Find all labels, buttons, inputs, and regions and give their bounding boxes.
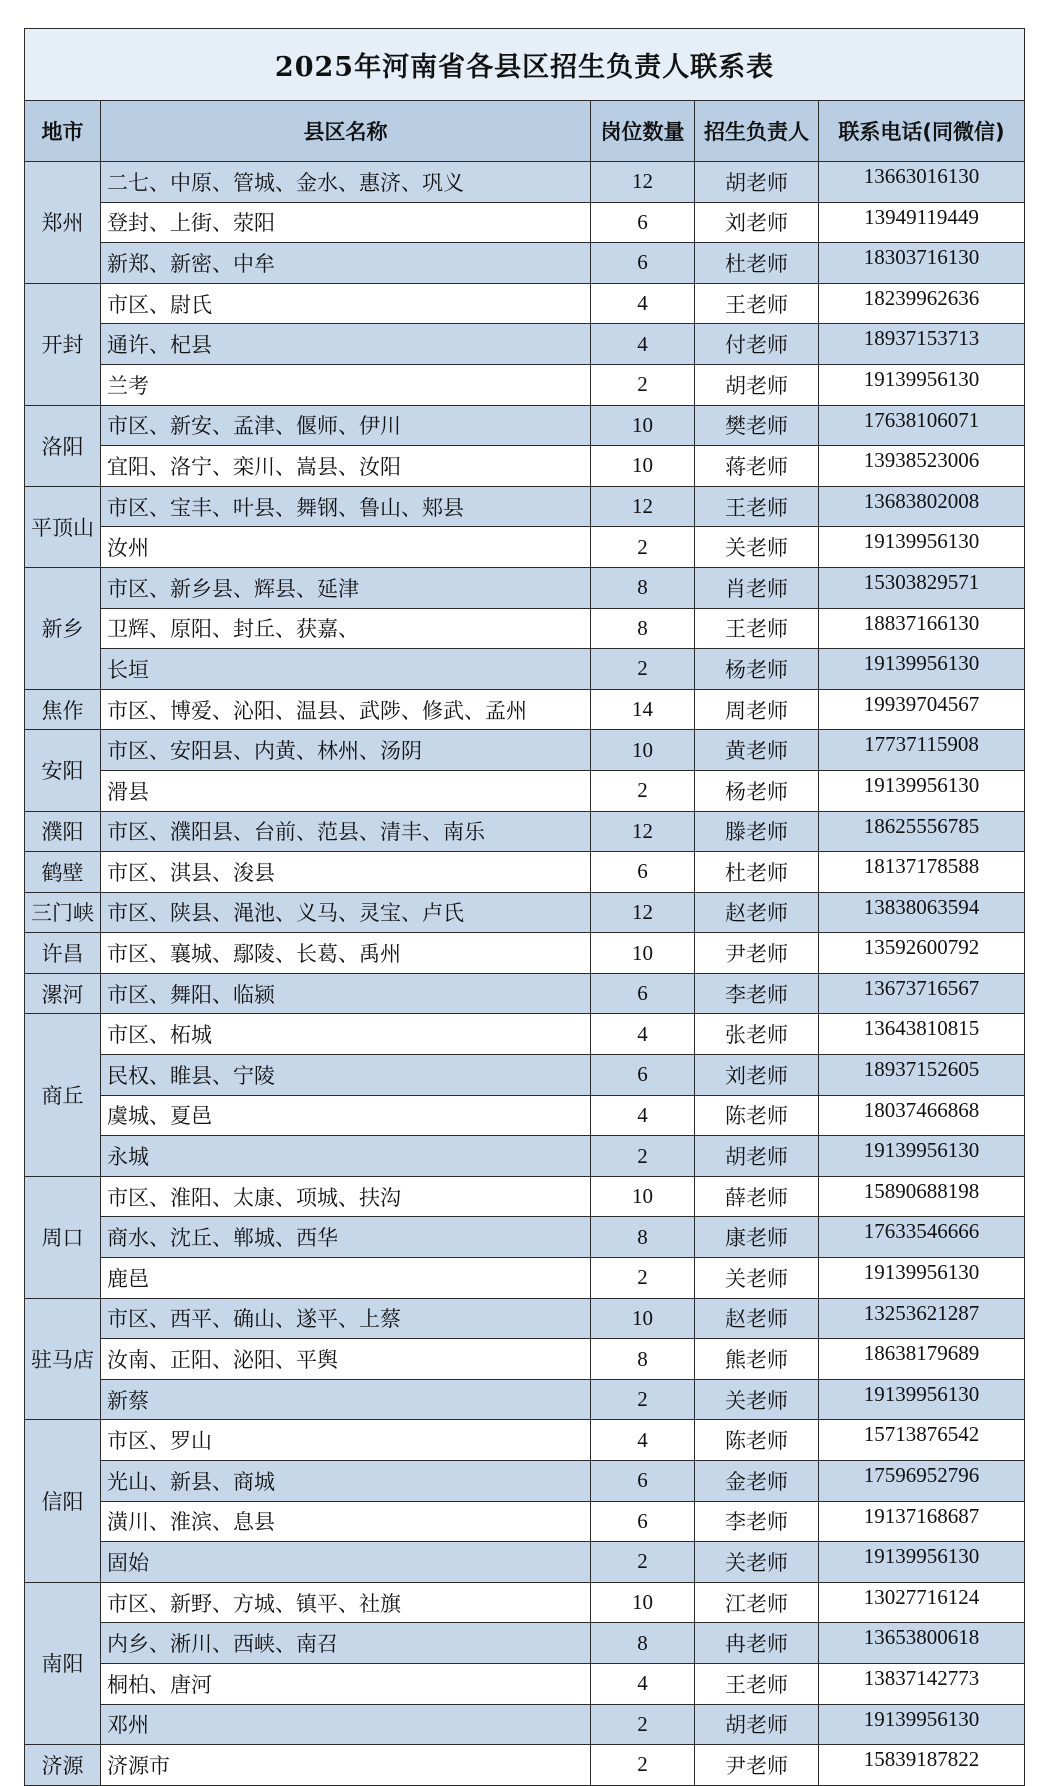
phone-cell: 15890688198 (819, 1176, 1025, 1217)
phone-cell: 18037466868 (819, 1095, 1025, 1136)
area-cell: 内乡、淅川、西峡、南召 (101, 1623, 591, 1664)
person-cell: 樊老师 (695, 405, 819, 446)
count-cell: 2 (591, 1258, 695, 1299)
table-row (25, 446, 1025, 487)
area-cell: 登封、上街、荥阳 (101, 202, 591, 243)
count-cell: 8 (591, 567, 695, 608)
area-cell: 市区、博爱、沁阳、温县、武陟、修武、孟州 (101, 689, 591, 730)
phone-cell: 19939704567 (819, 689, 1025, 730)
count-cell: 10 (591, 1298, 695, 1339)
area-cell: 民权、睢县、宁陵 (101, 1055, 591, 1096)
person-cell: 胡老师 (695, 162, 819, 203)
city-cell: 安阳 (25, 730, 101, 811)
phone-cell: 18239962636 (819, 283, 1025, 324)
area-cell: 光山、新县、商城 (101, 1461, 591, 1502)
city-cell: 鹤壁 (25, 852, 101, 893)
phone-cell: 13653800618 (819, 1623, 1025, 1664)
table-row (25, 1461, 1025, 1502)
area-cell: 市区、尉氏 (101, 283, 591, 324)
person-cell: 黄老师 (695, 730, 819, 771)
table-row (25, 1379, 1025, 1420)
phone-cell: 18837166130 (819, 608, 1025, 649)
phone-cell: 18638179689 (819, 1339, 1025, 1380)
count-cell: 2 (591, 770, 695, 811)
area-cell: 市区、安阳县、内黄、林州、汤阴 (101, 730, 591, 771)
table-row (25, 1136, 1025, 1177)
count-cell: 8 (591, 1217, 695, 1258)
area-cell: 固始 (101, 1542, 591, 1583)
person-cell: 关老师 (695, 1379, 819, 1420)
table-row (25, 1582, 1025, 1623)
count-cell: 4 (591, 1663, 695, 1704)
phone-cell: 13592600792 (819, 933, 1025, 974)
table-row (25, 892, 1025, 933)
count-cell: 2 (591, 1745, 695, 1786)
count-cell: 6 (591, 1461, 695, 1502)
area-cell: 市区、淮阳、太康、项城、扶沟 (101, 1176, 591, 1217)
table-row (25, 243, 1025, 284)
table-row (25, 1339, 1025, 1380)
area-cell: 宜阳、洛宁、栾川、嵩县、汝阳 (101, 446, 591, 487)
table-row (25, 649, 1025, 690)
phone-cell: 19139956130 (819, 1379, 1025, 1420)
person-cell: 王老师 (695, 608, 819, 649)
count-cell: 10 (591, 446, 695, 487)
city-cell: 郑州 (25, 162, 101, 284)
city-cell: 济源 (25, 1745, 101, 1786)
area-cell: 市区、舞阳、临颍 (101, 973, 591, 1014)
city-cell: 焦作 (25, 689, 101, 730)
contact-table (24, 28, 1025, 1786)
table-row (25, 486, 1025, 527)
area-cell: 通许、杞县 (101, 324, 591, 365)
area-cell: 市区、宝丰、叶县、舞钢、鲁山、郏县 (101, 486, 591, 527)
phone-cell: 13673716567 (819, 973, 1025, 1014)
phone-cell: 19139956130 (819, 1704, 1025, 1745)
count-cell: 10 (591, 405, 695, 446)
city-cell: 三门峡 (25, 892, 101, 933)
phone-cell: 18937153713 (819, 324, 1025, 365)
table-row (25, 1258, 1025, 1299)
count-cell: 4 (591, 324, 695, 365)
person-cell: 刘老师 (695, 202, 819, 243)
person-cell: 杜老师 (695, 243, 819, 284)
area-cell: 邓州 (101, 1704, 591, 1745)
header-city: 地市 (25, 101, 101, 162)
person-cell: 杜老师 (695, 852, 819, 893)
person-cell: 薛老师 (695, 1176, 819, 1217)
person-cell: 康老师 (695, 1217, 819, 1258)
phone-cell: 19139956130 (819, 1542, 1025, 1583)
person-cell: 尹老师 (695, 1745, 819, 1786)
contact-table-sheet (24, 28, 1024, 1786)
phone-cell: 17633546666 (819, 1217, 1025, 1258)
header-person: 招生负责人 (695, 101, 819, 162)
table-title: 2025年河南省各县区招生负责人联系表 (25, 29, 1025, 101)
phone-cell: 17737115908 (819, 730, 1025, 771)
table-row (25, 527, 1025, 568)
header-row (25, 101, 1025, 162)
count-cell: 2 (591, 1542, 695, 1583)
table-row (25, 1623, 1025, 1664)
table-row (25, 852, 1025, 893)
count-cell: 10 (591, 730, 695, 771)
area-cell: 潢川、淮滨、息县 (101, 1501, 591, 1542)
phone-cell: 19139956130 (819, 649, 1025, 690)
count-cell: 6 (591, 1501, 695, 1542)
city-cell: 漯河 (25, 973, 101, 1014)
table-row (25, 1501, 1025, 1542)
person-cell: 王老师 (695, 486, 819, 527)
table-row (25, 1298, 1025, 1339)
area-cell: 滑县 (101, 770, 591, 811)
area-cell: 兰考 (101, 364, 591, 405)
count-cell: 8 (591, 608, 695, 649)
person-cell: 胡老师 (695, 1704, 819, 1745)
count-cell: 2 (591, 1379, 695, 1420)
phone-cell: 13253621287 (819, 1298, 1025, 1339)
table-row (25, 1663, 1025, 1704)
phone-cell: 17596952796 (819, 1461, 1025, 1502)
city-cell: 周口 (25, 1176, 101, 1298)
phone-cell: 18137178588 (819, 852, 1025, 893)
count-cell: 12 (591, 162, 695, 203)
table-row (25, 1420, 1025, 1461)
table-row (25, 202, 1025, 243)
table-row (25, 973, 1025, 1014)
area-cell: 桐柏、唐河 (101, 1663, 591, 1704)
phone-cell: 19139956130 (819, 1258, 1025, 1299)
person-cell: 杨老师 (695, 770, 819, 811)
table-row (25, 1542, 1025, 1583)
person-cell: 金老师 (695, 1461, 819, 1502)
table-row (25, 1014, 1025, 1055)
area-cell: 市区、陕县、渑池、义马、灵宝、卢氏 (101, 892, 591, 933)
city-cell: 信阳 (25, 1420, 101, 1582)
count-cell: 2 (591, 1136, 695, 1177)
phone-cell: 17638106071 (819, 405, 1025, 446)
phone-cell: 15839187822 (819, 1745, 1025, 1786)
count-cell: 10 (591, 1176, 695, 1217)
person-cell: 胡老师 (695, 364, 819, 405)
phone-cell: 19139956130 (819, 527, 1025, 568)
person-cell: 蒋老师 (695, 446, 819, 487)
count-cell: 2 (591, 364, 695, 405)
table-row (25, 567, 1025, 608)
area-cell: 卫辉、原阳、封丘、获嘉、 (101, 608, 591, 649)
count-cell: 14 (591, 689, 695, 730)
person-cell: 赵老师 (695, 1298, 819, 1339)
person-cell: 冉老师 (695, 1623, 819, 1664)
area-cell: 汝州 (101, 527, 591, 568)
phone-cell: 18303716130 (819, 243, 1025, 284)
table-row (25, 1055, 1025, 1096)
area-cell: 永城 (101, 1136, 591, 1177)
area-cell: 市区、罗山 (101, 1420, 591, 1461)
person-cell: 关老师 (695, 527, 819, 568)
person-cell: 王老师 (695, 1663, 819, 1704)
person-cell: 胡老师 (695, 1136, 819, 1177)
area-cell: 长垣 (101, 649, 591, 690)
person-cell: 江老师 (695, 1582, 819, 1623)
count-cell: 8 (591, 1339, 695, 1380)
person-cell: 尹老师 (695, 933, 819, 974)
phone-cell: 13949119449 (819, 202, 1025, 243)
phone-cell: 15713876542 (819, 1420, 1025, 1461)
table-row (25, 364, 1025, 405)
phone-cell: 19139956130 (819, 364, 1025, 405)
table-row (25, 324, 1025, 365)
person-cell: 赵老师 (695, 892, 819, 933)
city-cell: 平顶山 (25, 486, 101, 567)
table-row (25, 689, 1025, 730)
count-cell: 2 (591, 649, 695, 690)
person-cell: 周老师 (695, 689, 819, 730)
table-row (25, 283, 1025, 324)
table-row (25, 1095, 1025, 1136)
city-cell: 开封 (25, 283, 101, 405)
area-cell: 市区、新乡县、辉县、延津 (101, 567, 591, 608)
person-cell: 肖老师 (695, 567, 819, 608)
count-cell: 6 (591, 243, 695, 284)
header-area: 县区名称 (101, 101, 591, 162)
person-cell: 王老师 (695, 283, 819, 324)
phone-cell: 13643810815 (819, 1014, 1025, 1055)
count-cell: 2 (591, 1704, 695, 1745)
area-cell: 市区、西平、确山、遂平、上蔡 (101, 1298, 591, 1339)
phone-cell: 19139956130 (819, 1136, 1025, 1177)
table-body (25, 162, 1025, 1786)
area-cell: 商水、沈丘、郸城、西华 (101, 1217, 591, 1258)
count-cell: 2 (591, 527, 695, 568)
count-cell: 4 (591, 1420, 695, 1461)
phone-cell: 13837142773 (819, 1663, 1025, 1704)
table-row (25, 1176, 1025, 1217)
phone-cell: 13027716124 (819, 1582, 1025, 1623)
phone-cell: 15303829571 (819, 567, 1025, 608)
phone-cell: 13838063594 (819, 892, 1025, 933)
person-cell: 陈老师 (695, 1095, 819, 1136)
phone-cell: 13683802008 (819, 486, 1025, 527)
table-row (25, 608, 1025, 649)
table-row (25, 933, 1025, 974)
area-cell: 二七、中原、管城、金水、惠济、巩义 (101, 162, 591, 203)
phone-cell: 18937152605 (819, 1055, 1025, 1096)
area-cell: 市区、新安、孟津、偃师、伊川 (101, 405, 591, 446)
count-cell: 10 (591, 933, 695, 974)
table-row (25, 770, 1025, 811)
area-cell: 新蔡 (101, 1379, 591, 1420)
count-cell: 4 (591, 1014, 695, 1055)
person-cell: 熊老师 (695, 1339, 819, 1380)
person-cell: 关老师 (695, 1542, 819, 1583)
count-cell: 4 (591, 1095, 695, 1136)
area-cell: 市区、淇县、浚县 (101, 852, 591, 893)
phone-cell: 13663016130 (819, 162, 1025, 203)
count-cell: 12 (591, 486, 695, 527)
area-cell: 市区、襄城、鄢陵、长葛、禹州 (101, 933, 591, 974)
person-cell: 滕老师 (695, 811, 819, 852)
header-count: 岗位数量 (591, 101, 695, 162)
table-row (25, 1745, 1025, 1786)
person-cell: 李老师 (695, 1501, 819, 1542)
area-cell: 虞城、夏邑 (101, 1095, 591, 1136)
phone-cell: 19137168687 (819, 1501, 1025, 1542)
person-cell: 陈老师 (695, 1420, 819, 1461)
city-cell: 商丘 (25, 1014, 101, 1176)
count-cell: 4 (591, 283, 695, 324)
person-cell: 杨老师 (695, 649, 819, 690)
person-cell: 张老师 (695, 1014, 819, 1055)
phone-cell: 19139956130 (819, 770, 1025, 811)
count-cell: 8 (591, 1623, 695, 1664)
count-cell: 6 (591, 1055, 695, 1096)
city-cell: 洛阳 (25, 405, 101, 486)
area-cell: 汝南、正阳、泌阳、平舆 (101, 1339, 591, 1380)
area-cell: 济源市 (101, 1745, 591, 1786)
area-cell: 鹿邑 (101, 1258, 591, 1299)
header-phone: 联系电话(同微信) (819, 101, 1025, 162)
phone-cell: 13938523006 (819, 446, 1025, 487)
count-cell: 12 (591, 892, 695, 933)
table-row (25, 405, 1025, 446)
city-cell: 濮阳 (25, 811, 101, 852)
count-cell: 12 (591, 811, 695, 852)
area-cell: 市区、柘城 (101, 1014, 591, 1055)
table-row (25, 162, 1025, 203)
area-cell: 市区、新野、方城、镇平、社旗 (101, 1582, 591, 1623)
table-row (25, 730, 1025, 771)
area-cell: 市区、濮阳县、台前、范县、清丰、南乐 (101, 811, 591, 852)
city-cell: 驻马店 (25, 1298, 101, 1420)
phone-cell: 18625556785 (819, 811, 1025, 852)
table-row (25, 1217, 1025, 1258)
count-cell: 6 (591, 202, 695, 243)
city-cell: 南阳 (25, 1582, 101, 1744)
count-cell: 10 (591, 1582, 695, 1623)
area-cell: 新郑、新密、中牟 (101, 243, 591, 284)
person-cell: 李老师 (695, 973, 819, 1014)
person-cell: 关老师 (695, 1258, 819, 1299)
city-cell: 许昌 (25, 933, 101, 974)
person-cell: 刘老师 (695, 1055, 819, 1096)
table-row (25, 811, 1025, 852)
count-cell: 6 (591, 852, 695, 893)
city-cell: 新乡 (25, 567, 101, 689)
person-cell: 付老师 (695, 324, 819, 365)
count-cell: 6 (591, 973, 695, 1014)
